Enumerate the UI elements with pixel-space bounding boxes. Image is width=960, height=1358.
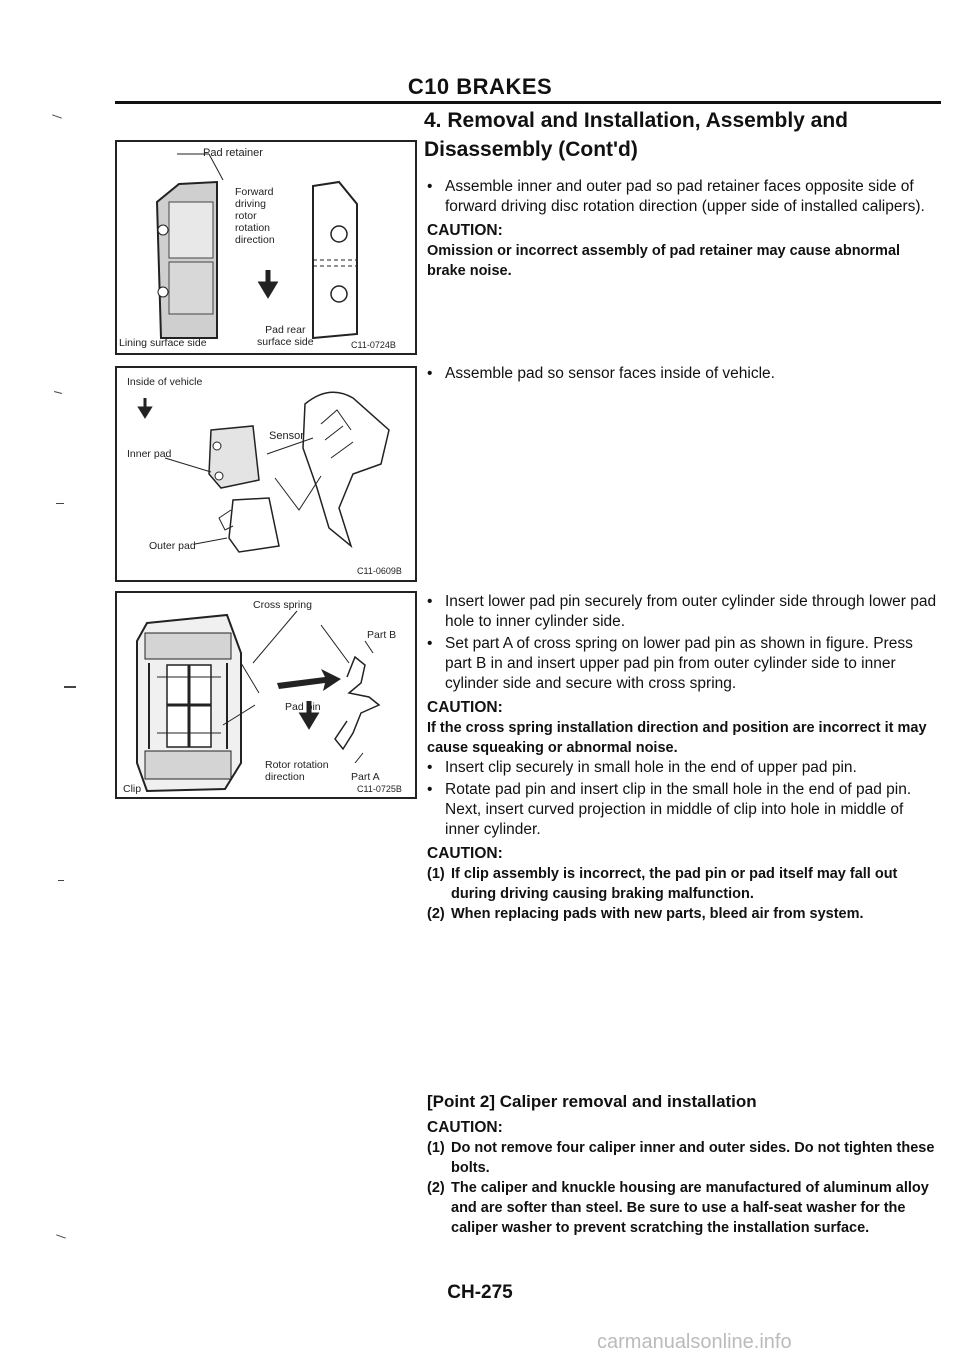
- label-line: Forward: [235, 186, 274, 198]
- margin-mark: [52, 114, 62, 118]
- label-pad-pin: Pad pin: [285, 701, 321, 713]
- header-rule: [115, 101, 941, 104]
- section-heading: [424, 106, 944, 164]
- bullet-dot: •: [427, 759, 433, 776]
- label-line: rotation: [235, 222, 271, 234]
- item-text: If clip assembly is incorrect, the pad pin or pad itself may fall out during driving causing braking malfunction.: [451, 866, 898, 902]
- figure-cross-spring: [115, 591, 417, 799]
- list-item: [427, 592, 939, 632]
- label-inner-pad: Inner pad: [127, 448, 172, 460]
- list-item: [427, 177, 939, 217]
- label-part-a: Part A: [351, 771, 380, 783]
- list-item: [427, 634, 939, 694]
- bullet-text: Insert clip securely in small hole in the end of upper pad pin.: [445, 759, 857, 776]
- block-pad-pin: [427, 592, 939, 924]
- label-line: rotor: [235, 210, 257, 222]
- label-sensor: Sensor: [269, 430, 304, 442]
- label-lining-surface: Lining surface side: [119, 337, 207, 349]
- watermark: carmanualsonline.info: [597, 1331, 792, 1353]
- bullet-dot: •: [427, 635, 433, 652]
- bullet-text: Assemble pad so sensor faces inside of vehicle.: [445, 365, 775, 382]
- figure-pad-retainer: [115, 140, 417, 355]
- figure-sensor: [115, 366, 417, 582]
- section-heading-line2: Disassembly (Cont'd): [424, 138, 638, 161]
- list-item: [427, 780, 939, 840]
- item-number: (1): [427, 866, 445, 882]
- item-number: (2): [427, 1180, 445, 1196]
- caution-text: Omission or incorrect assembly of pad retainer may cause abnormal brake noise.: [427, 243, 901, 279]
- block-sensor: [427, 364, 939, 386]
- label-pad-rear: [257, 324, 314, 348]
- numbered-item: [427, 904, 939, 924]
- bullet-dot: •: [427, 781, 433, 798]
- figure-code: C11-0609B: [357, 566, 402, 576]
- bullet-dot: •: [427, 365, 433, 382]
- bullet-text: Rotate pad pin and insert clip in the small hole in the end of pad pin. Next, insert curved projection in middle of clip into hole in middle of inner cylinder.: [445, 781, 912, 838]
- label-pad-retainer: Pad retainer: [203, 147, 263, 159]
- block-pad-retainer: [427, 177, 939, 281]
- margin-mark: [58, 880, 64, 881]
- bullet-text: Assemble inner and outer pad so pad retainer faces opposite side of forward driving disc rotation direction (upper side of installed calipers).: [445, 178, 925, 215]
- bullet-dot: •: [427, 593, 433, 610]
- label-line: direction: [235, 234, 275, 246]
- label-forward-driving: [235, 186, 275, 246]
- page-number: CH-275: [447, 1282, 513, 1303]
- figure-code: C11-0724B: [351, 340, 396, 350]
- label-line: Pad rear: [265, 324, 306, 336]
- margin-mark: [64, 686, 76, 688]
- label-outer-pad: Outer pad: [149, 540, 196, 552]
- caution-label: CAUTION:: [427, 845, 503, 862]
- item-text: When replacing pads with new parts, bleed air from system.: [451, 906, 864, 922]
- list-item: [427, 758, 939, 778]
- caution-text: If the cross spring installation direction and position are incorrect it may cause squeaking or abnormal noise.: [427, 720, 927, 756]
- caution-label: CAUTION:: [427, 1119, 503, 1136]
- label-line: direction: [265, 771, 305, 783]
- label-cross-spring: Cross spring: [253, 599, 312, 611]
- numbered-item: [427, 864, 939, 904]
- label-line: Rotor rotation: [265, 759, 329, 771]
- figure-code: C11-0725B: [357, 784, 402, 794]
- label-inside-vehicle: Inside of vehicle: [127, 376, 203, 388]
- item-text: The caliper and knuckle housing are manufactured of aluminum alloy and are softer than steel. Be sure to use a half-seat washer for the caliper washer to prevent scratching the installation surface.: [451, 1180, 929, 1236]
- item-number: (2): [427, 906, 445, 922]
- page-title: C10 BRAKES: [407, 74, 553, 99]
- label-line: driving: [235, 198, 266, 210]
- numbered-item: [427, 1138, 939, 1178]
- list-item: [427, 364, 939, 384]
- caution-label: CAUTION:: [427, 699, 503, 716]
- numbered-item: [427, 1178, 939, 1238]
- label-rotor-rotation: [265, 759, 329, 783]
- label-clip: Clip: [123, 783, 142, 795]
- section-heading-line1: 4. Removal and Installation, Assembly and: [424, 109, 849, 132]
- caution-label: CAUTION:: [427, 222, 503, 239]
- item-text: Do not remove four caliper inner and outer sides. Do not tighten these bolts.: [451, 1140, 935, 1176]
- bullet-text: Set part A of cross spring on lower pad pin as shown in figure. Press part B in and insert upper pad pin from outer cylinder side to inner cylinder side and secure with cross spring.: [445, 635, 913, 692]
- margin-mark: [56, 503, 64, 504]
- point2-heading: [Point 2] Caliper removal and installation: [427, 1092, 757, 1111]
- label-line: surface side: [257, 336, 314, 348]
- item-number: (1): [427, 1140, 445, 1156]
- bullet-text: Insert lower pad pin securely from outer cylinder side through lower pad hole to inner cylinder side.: [445, 593, 937, 630]
- margin-mark: [54, 391, 62, 394]
- margin-mark: [56, 1234, 66, 1238]
- bullet-dot: •: [427, 178, 433, 195]
- label-part-b: Part B: [367, 629, 397, 641]
- block-caliper: [427, 1118, 939, 1238]
